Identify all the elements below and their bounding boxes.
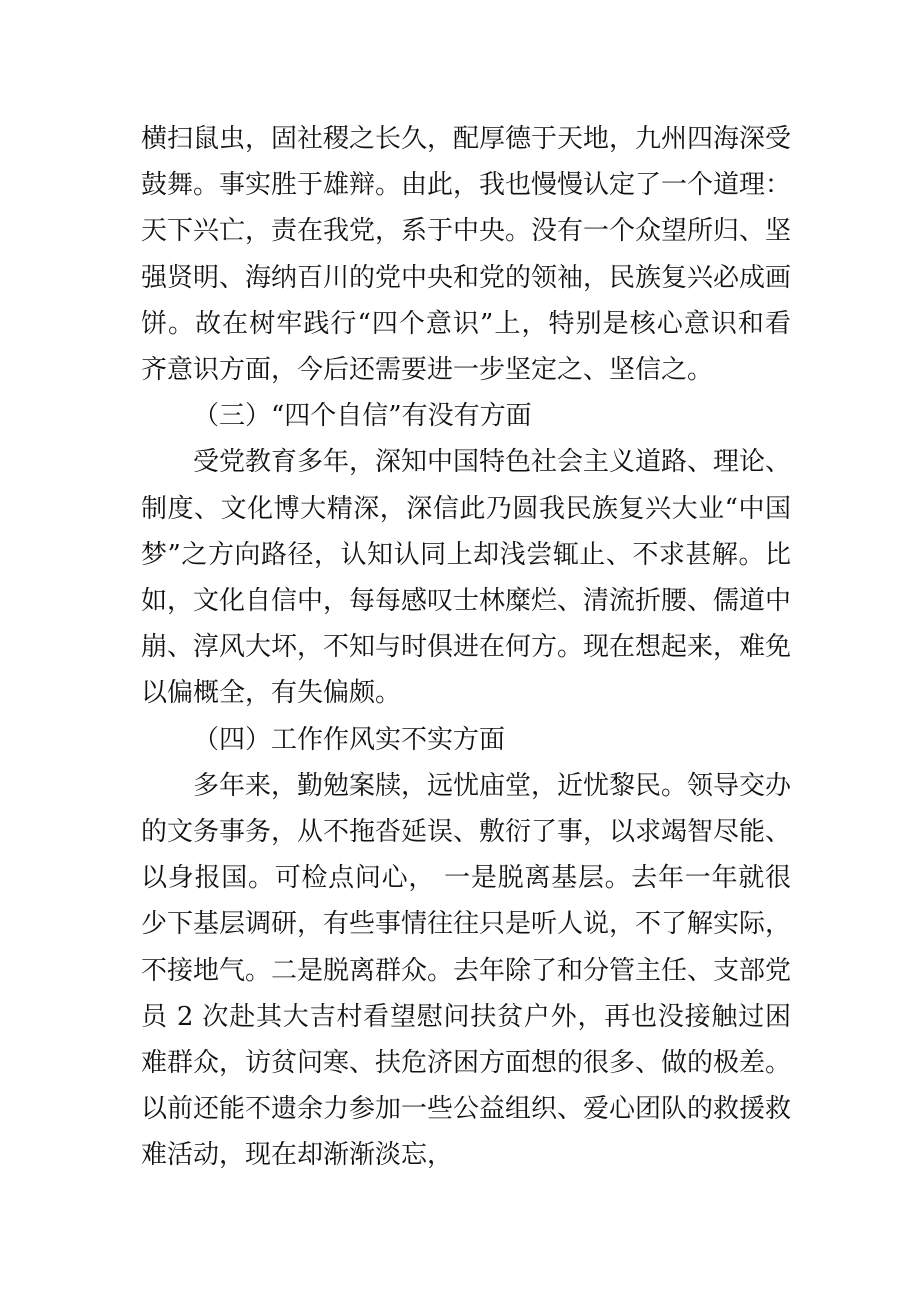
paragraph-work-style: 多年来，勤勉案牍，远忧庙堂，近忧黎民。领导交办的文务事务，从不拖沓延误、敷衍了事，以求竭智尽能、以身报国。可检点问心， 一是脱离基层。去年一年就很少下基层调研，有些事情往往只是听人说，不了解实际，不接地气。二是脱离群众。去年除了和分管主任、支部党员 2 次赴其大吉村看望慰问扶贫户外，再也没接触过困难群众，访贫问寒、扶危济困方面想的很多、做的极差。以前还能不遗余力参加一些公益组织、爱心团队的救援救难活动，现在却渐渐淡忘， (141, 770, 792, 1171)
paragraph-four-confidences: 受党教育多年，深知中国特色社会主义道路、理论、制度、文化博大精深，深信此乃圆我民族复兴大业“中国梦”之方向路径，认知认同上却浅尝辄止、不求甚解。比如，文化自信中，每每感叹士林糜烂、清流折腰、儒道中崩、淳风大坏，不知与时俱进在何方。现在想起来，难免以偏概全，有失偏颇。 (141, 447, 792, 709)
section-heading-3: （三）“四个自信”有没有方面 (193, 401, 532, 432)
document-body (141, 116, 791, 1179)
section-heading-4: （四）工作作风实不实方面 (193, 724, 506, 755)
paragraph-continued: 横扫鼠虫，固社稷之长久，配厚德于天地，九州四海深受鼓舞。事实胜于雄辩。由此，我也慢慢认定了一个道理：天下兴亡，责在我党，系于中央。没有一个众望所归、坚强贤明、海纳百川的党中央和党的领袖，民族复兴必成画饼。故在树牢践行“四个意识”上，特别是核心意识和看齐意识方面，今后还需要进一步坚定之、坚信之。 (141, 124, 792, 386)
